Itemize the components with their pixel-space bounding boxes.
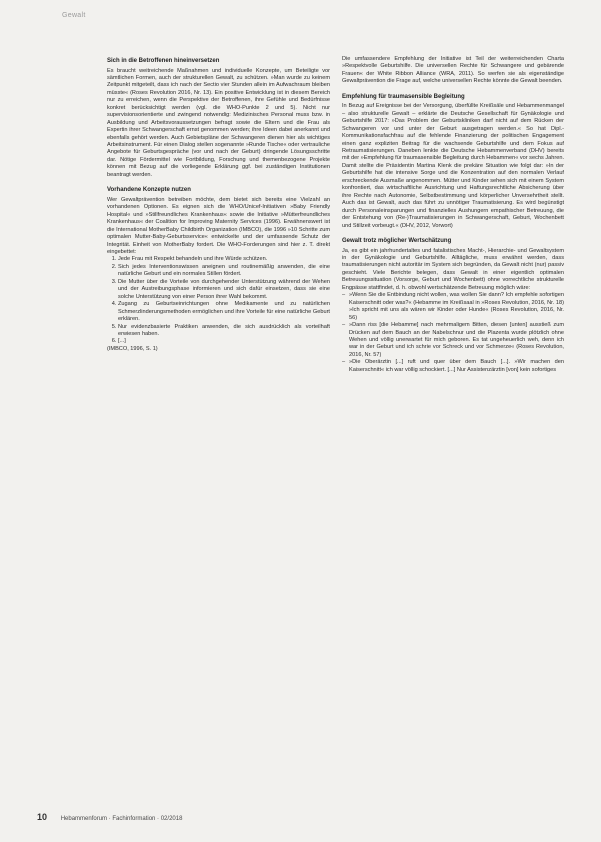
section-heading: Vorhandene Konzepte nutzen [107,187,191,194]
section-konzepte [107,187,330,353]
source-citation: (IMBCO, 1996, S. 1) [107,345,158,352]
section-wertschaetzung [342,238,564,374]
section-body: Es braucht weitreichende Maßnahmen und individuelle Konzepte, um Beteiligte vor sämtlichen Formen, auch der strukturellen Gewalt, zu schützen. »Man wurde zu keinem Zeitpunkt mitgeteilt, dass ich nach der Sectio vier Stunden allein im Aufwachraum bleiben müsste« (Roses Revolution 2016, Nr. 13). Ein positive Entwicklung ist in diesem Bereich nur zu erreichen, wenn die Perspektive der Betroffenen, ihre Gefühle und Bedürfnisse konkret berücksichtigt werden (vgl. die WHO-Punkte 2 und 5). Nicht nur supervisionsorientierte und zwingend notwendig: Medizinisches Personal muss bzw. in Ausbildung und Arbeitsvoraussetzungen befragt sowie die Eltern und die Frau als Expertin ihrer Schwangerschaft ernst genommen werden; ihre Ideen dabei anerkannt und ebenfalls gehört werden. Auch Gebietspläne der Schwangeren dienen hier als wichtiges Arbeitsinstrument. Für einen Dialog stellen sogenannte »Runde Tische« oder vertrauliche Angebote für Geburtsgespräche (vor und nach der Geburt) dringende Lösungsschritte dar. Nötige Fördermittel wie Fortbildung, Forschung und themenbezogene Projekte können mit Bezug auf die vorliegende Erklärung ggf. bei zuständigen Institutionen beantragt werden. [107,67,330,178]
section-traumasensibel [342,94,564,230]
running-head: Gewalt [62,12,86,19]
quote-item: – »Die Oberärztin [...] ruft und quer über dem Bauch [...]. »Wir machen den Kaiserschnitt« ich war völlig schockiert. [...] Nur Assistenzärztin [von] kein sofortiges [349,359,564,374]
list-item: 4. Zugang zu Geburtseinrichtungen ohne Medikamente und zu natürlichen Schmerzlinderungsmethoden ermöglichen und ihre Vorteile für eine natürliche Geburt erklären. [118,301,330,323]
quote-list [342,292,564,374]
list-item: 3. Die Mutter über die Vorteile von durchgehender Unterstützung während der Wehen und der Austreibungsphase informieren und sich dafür einsetzen, dass sie eine solche Unterstützung von einer Person ihrer Wahl bekommt. [118,279,330,301]
section-body: Wer Gewaltprävention betreiben möchte, dem bietet sich bereits eine Vielzahl an vorhandenen Optionen. Es eignen sich die WHO/Unicef-Initiativen »Baby Friendly Hospital« und »Stillfreundliches Krankenhaus« sowie die Initiative »Mütterfreundliches Krankenhaus« der Coalition for Improving Maternity Services (1996). Erwähnenswert ist die International MotherBaby Childbirth Organization (IMBCO), die 1996 »10 Schritte zum optimalen Mutter-Baby-Geburtsservice« entwickelte und der umfassende Schutz der Integrität. Einheit von MotherBaby fordert. Die WHO-Forderungen sind hier z. T. direkt eingebettet: [107,196,330,255]
page-number: 10 [37,812,48,822]
quote-item: – »Dann riss [die Hebamme] nach mehrmaligem Bitten, diesen [unten] ausstieß zum Drücken auf dem Bauch an der Nabelschnur und die Plazenta wurde plötzlich ohne Wehen und völlig unerwartet für mich geboren. Es tat ungeheuerlich weh, denn ich war in der Geburt und ich schrie vor Schreck und vor Schmerze« (Roses Revolution, 2016, Nr. 57) [349,322,564,359]
quote-item: – »Wenn Sie die Entbindung nicht wollen, was wollen Sie dann? Ich empfehle sofortigen Kaiserschnitt oder was?« (Hebamme im Kreißsaal in »Roses Revolution, 2016, Nr. 18) »Ich spricht mit uns als wären wir Kinder oder Hunde« (Roses Revolution, 2016, Nr. 56) [349,292,564,322]
list-item: 5. Nur evidenzbasierte Praktiken anwenden, die sich ausdrücklich als vorteilhaft erwiesen haben. [118,324,330,339]
list-item: 6. [...] [118,338,330,345]
section-heading: Empfehlung für traumasensible Begleitung [342,93,465,100]
left-column [107,58,330,361]
intro-paragraph: Die umfassendere Empfehlung der Initiative ist Teil der weiterreichenden Charta »Respektvolle Geburtshilfe. Die universellen Rechte für Schwangere und gebärende Frauen« der White Ribbon Alliance (WRA, 2011). So werfen sie als eigenständige Gewaltprävention die Frage auf, welche universellen Rechte könnte die Gewalt beenden. [342,56,564,85]
list-item: 1. Jede Frau mit Respekt behandeln und ihre Würde schützen. [118,256,330,263]
journal-name: Hebammenforum · Fachinformation · 02/2018 [60,816,183,822]
section-heading: Gewalt trotz möglicher Wertschätzung [342,238,452,245]
section-heading: Sich in die Betroffenen hineinversetzen [107,58,220,64]
section-body: Ja, es gibt ein jahrhundertaltes und fatalistisches Macht-, Hierarchie- und Gewaltsystem in der Gynäkologie und Geburtshilfe. Alltägliche, muss erwähnt werden, dass traumatisierungen nicht autoritär im System sich begründen, da Gewalt nicht (nur) passiv geschieht. Viele Berichte belegen, dass Gewalt in einer eigentlich optimalen Betreuungssituation (Vorsorge, Geburt und Wochenbett) ohne vorrechtliche strukturelle Engpässe stattfindet, d. h. obwohl wertschätzende Betreuung möglich wäre: [342,247,564,291]
section-hineinversetzen [107,58,330,179]
imbco-steps-list [107,256,330,345]
right-column [342,56,564,382]
section-body: In Bezug auf Ereignisse bei der Versorgung, überfüllte Kreißsäle und Hebammenmangel – also strukturelle Gewalt – erklärte die Deutsche Gesellschaft für Gynäkologie und Geburtshilfe 2017: »Das Problem der Geburtskliniken darf nicht auf dem Rücken der Schwangeren vor und unter der Geburt ausgetragen werden.« So hat Dipl.-Kommunikationsfachfrau auf die fehlende Finanzierung der politischen Engagement einen ganz expliziten Beitrag für die wachsende Geburtshilfe und dem Fokus auf Retraumatisierungen. Daneben lenkte die Deutsche Hebammenverband (DHV) bereits mit der »Empfehlung für traumasensible Begleitung durch Hebammen« vor sechs Jahren. Damit stellte die Präsidentin Martina Klenk die prekäre Situation wie folgt dar: »In der Geburtshilfe hat die intensive Sorge und die Konzentration auf den normalen Verlauf erschreckende Ausmaße angenommen. Mütter und Kinder sehen sich mit einem System konfrontiert, das wirtschaftliche Ausrichtung und Haftungsrechtliche Absicherung über ihre Rechte nach Autonomie, Selbstbestimmung und körperlicher Unversehrtheit stellt. Auch das ist Gewalt, auch das führt zu unnötiger Traumatisierung. Es wird begünstigt durch Personaleinsparungen und finanzielles Aushungern empathischer Betreuung, die der Entstehung von (Re-)Traumatisierungen in Schwangerschaft, Geburt, Wochenbett und Stillzeit vorbeugt.« (DHV, 2012, Vorwort) [342,103,565,229]
page-footer [37,812,182,822]
list-item: 2. Sich jedes Interventionswissen aneignen und routinemäßig anwenden, die eine natürliche Geburt und ein normales Stillen fördert. [118,264,330,279]
